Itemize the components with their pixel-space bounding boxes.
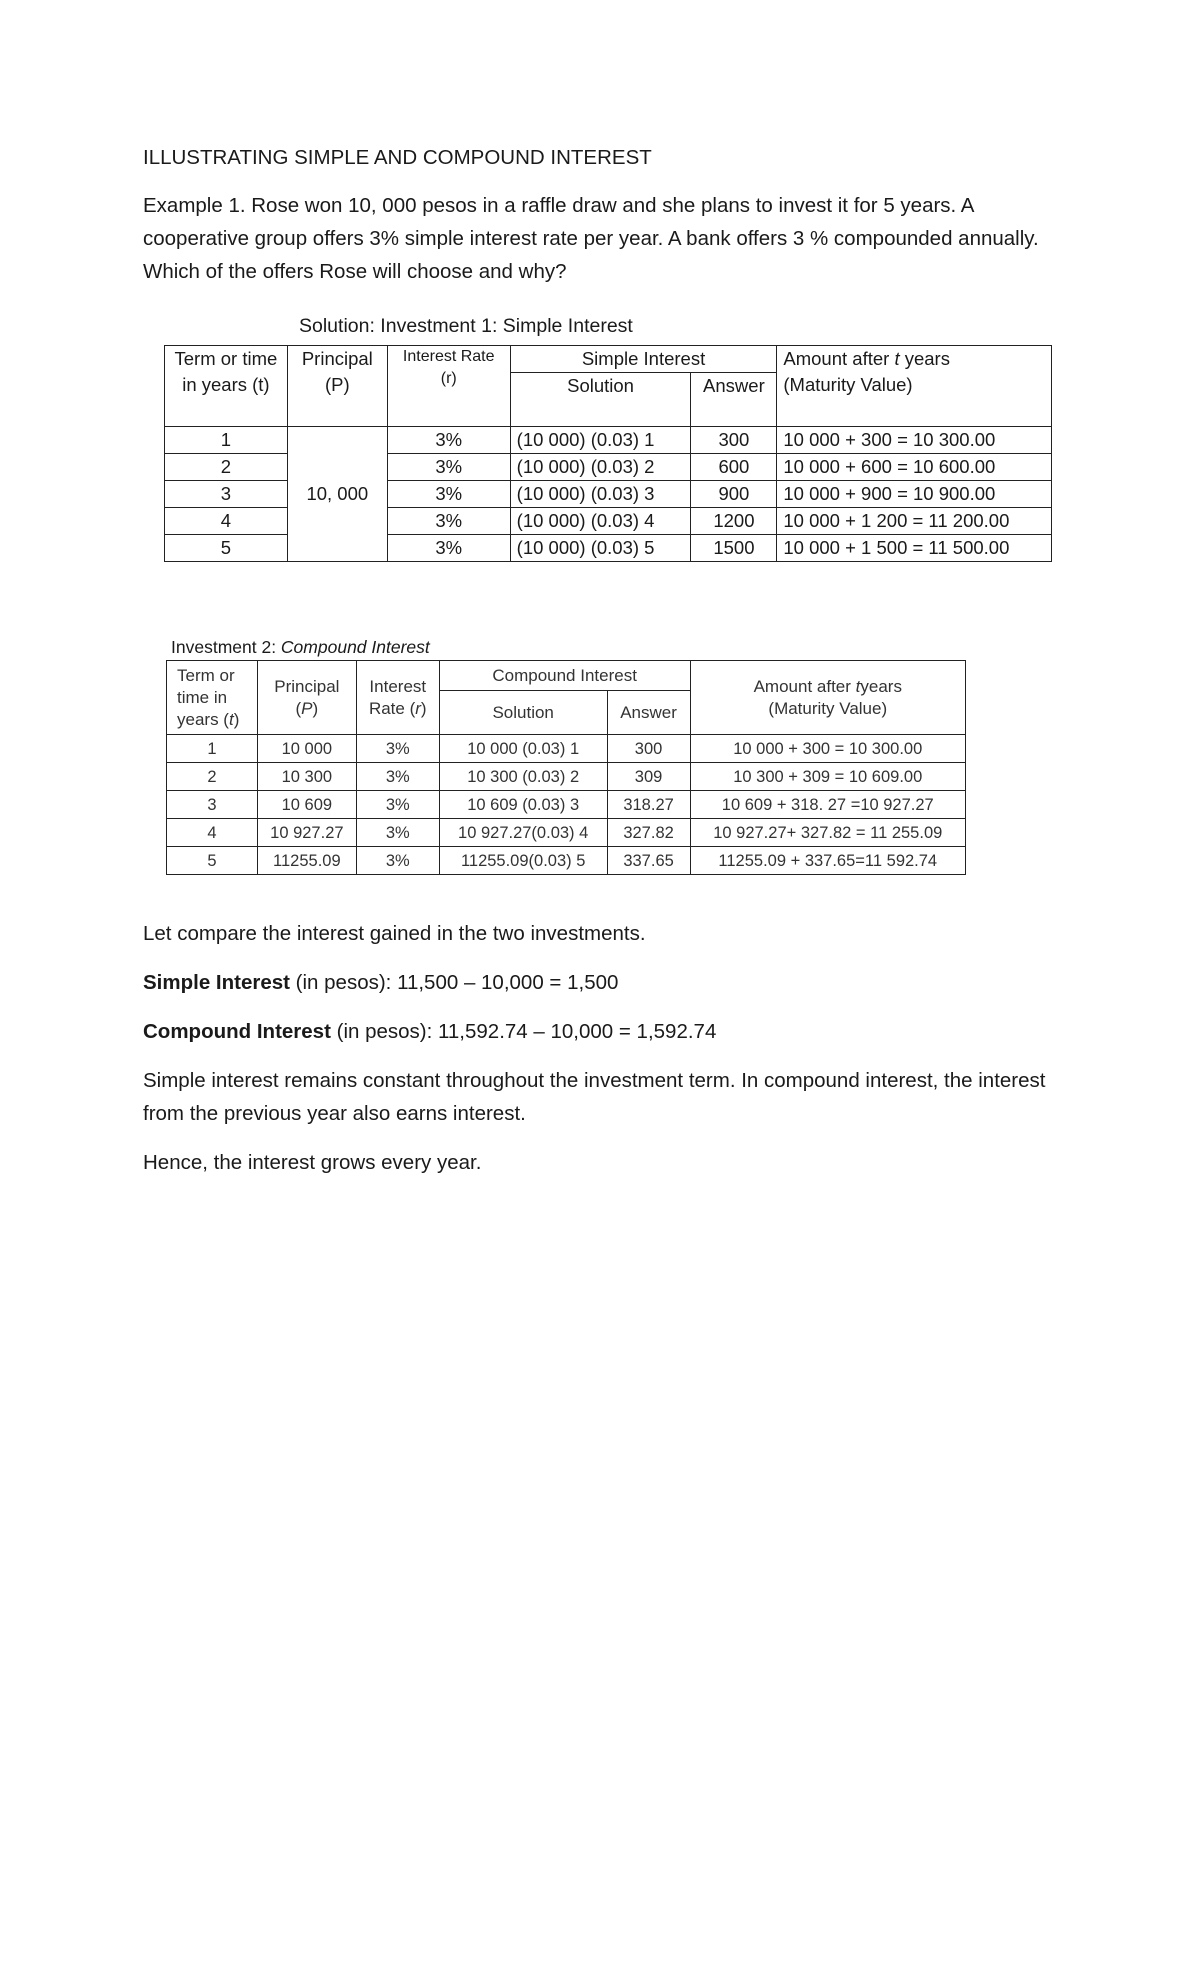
table-row: 5 11255.09 3% 11255.09(0.03) 5 337.65 11255.09 + 337.65=11 592.74 — [167, 847, 966, 875]
table1-header-amount: Amount after t years (Maturity Value) — [777, 346, 1052, 427]
table2-header-row — [167, 661, 966, 691]
table1-header-rate: Interest Rate (r) — [387, 346, 510, 427]
table-row: 4 10 927.27 3% 10 927.27(0.03) 4 327.82 10 927.27+ 327.82 = 11 255.09 — [167, 819, 966, 847]
table2-header-principal: Principal (P) — [257, 661, 356, 735]
table-row: 2 10 300 3% 10 300 (0.03) 2 309 10 300 + 309 = 10 609.00 — [167, 763, 966, 791]
simple-interest-label: Simple Interest — [143, 971, 290, 994]
table-row: 4 3% (10 000) (0.03) 4 1200 10 000 + 1 200 = 11 200.00 — [165, 508, 1052, 535]
table2-header-compound-interest: Compound Interest — [439, 661, 690, 691]
table1-caption: Solution: Investment 1: Simple Interest — [299, 315, 633, 337]
table-row: 3 3% (10 000) (0.03) 3 900 10 000 + 900 = 10 900.00 — [165, 481, 1052, 508]
table2-header-answer: Answer — [607, 691, 690, 735]
table1-header-principal: Principal (P) — [287, 346, 387, 427]
table-row: 1 10, 000 3% (10 000) (0.03) 1 300 10 000 + 300 = 10 300.00 — [165, 427, 1052, 454]
table2-header-amount: Amount after tyears (Maturity Value) — [690, 661, 965, 735]
explanation-paragraph: Simple interest remains constant throughout the investment term. In compound interest, the interest from the previous year also earns interest. — [143, 1069, 1046, 1125]
compound-interest-table — [166, 660, 966, 875]
table-row: 5 3% (10 000) (0.03) 5 1500 10 000 + 1 500 = 11 500.00 — [165, 535, 1052, 562]
table1-header-solution: Solution — [510, 373, 691, 427]
document-title: ILLUSTRATING SIMPLE AND COMPOUND INTEREST — [143, 146, 652, 169]
table1-header-simple-interest: Simple Interest — [510, 346, 777, 373]
table-row: 1 10 000 3% 10 000 (0.03) 1 300 10 000 + 300 = 10 300.00 — [167, 735, 966, 763]
table1-principal-value: 10, 000 — [287, 427, 387, 562]
simple-interest-result: Simple Interest (in pesos): 11,500 – 10,000 = 1,500 — [143, 971, 619, 994]
table-row: 2 3% (10 000) (0.03) 2 600 10 000 + 600 = 10 600.00 — [165, 454, 1052, 481]
table1-header-answer: Answer — [691, 373, 777, 427]
compound-interest-result: Compound Interest (in pesos): 11,592.74 – 10,000 = 1,592.74 — [143, 1020, 717, 1043]
table1-header-row — [165, 346, 1052, 373]
simple-interest-table — [164, 345, 1052, 562]
compound-interest-label: Compound Interest — [143, 1020, 331, 1043]
table2-header-solution: Solution — [439, 691, 607, 735]
table2-header-term: Term or time in years (t) — [167, 661, 258, 735]
comparison-intro: Let compare the interest gained in the two investments. — [143, 922, 646, 945]
conclusion-paragraph: Hence, the interest grows every year. — [143, 1151, 482, 1174]
table2-caption: Investment 2: Compound Interest — [171, 637, 430, 657]
table-row: 3 10 609 3% 10 609 (0.03) 3 318.27 10 609 + 318. 27 =10 927.27 — [167, 791, 966, 819]
example-problem: Example 1. Rose won 10, 000 pesos in a raffle draw and she plans to invest it for 5 years. A cooperative group offers 3% simple interest rate per year. A bank offers 3 % compounded annually. Which of the offers Rose will choose and why? — [143, 194, 1039, 283]
table2-header-rate: Interest Rate (r) — [356, 661, 439, 735]
table1-header-term: Term or time in years (t) — [165, 346, 288, 427]
